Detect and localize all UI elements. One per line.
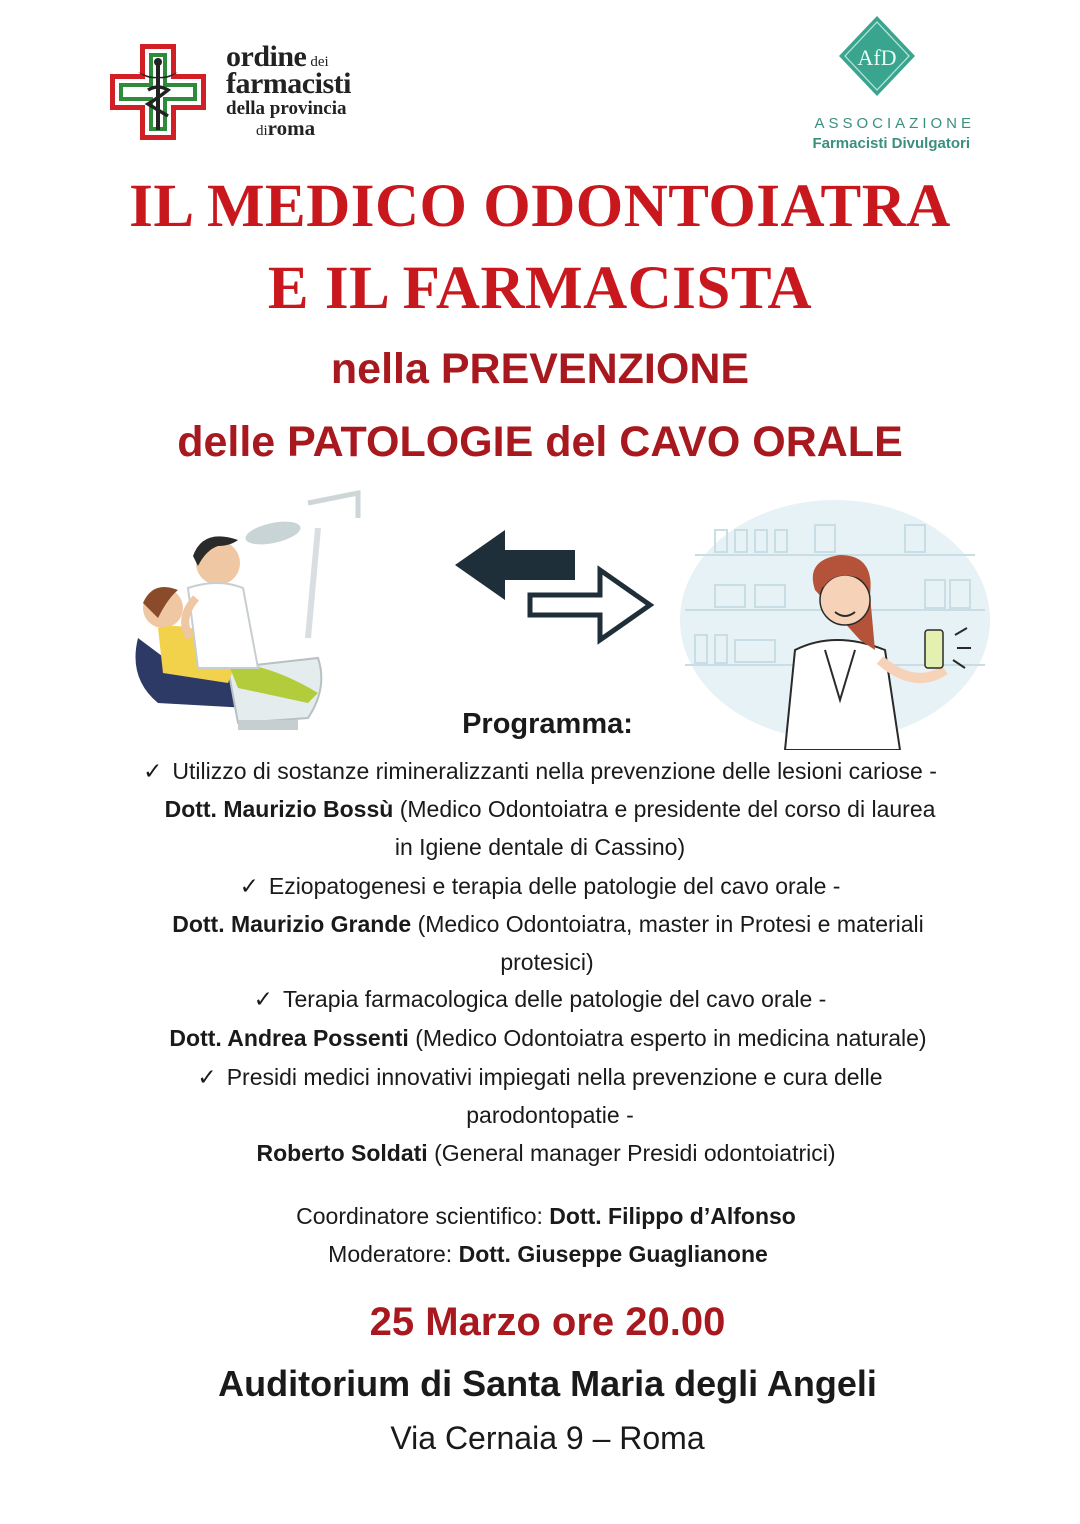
programma-item-2-topic: ✓ Eziopatogenesi e terapia delle patologie del cavo orale -: [239, 873, 841, 899]
event-venue: Auditorium di Santa Maria degli Angeli: [218, 1363, 877, 1404]
programma-item-1-role: in Igiene dentale di Cassino): [394, 834, 686, 860]
coordinator-line: Coordinatore scientifico: Dott. Filippo d’Alfonso: [296, 1203, 796, 1229]
checkmark-icon: ✓: [197, 1064, 217, 1090]
event-address: Via Cernaia 9 – Roma: [390, 1420, 705, 1456]
afd-diamond-icon: [837, 14, 917, 100]
programma-item-4-topic-cont: parodontopatie -: [466, 1102, 634, 1128]
title-line-2: E IL FARMACISTA: [267, 255, 813, 322]
afd-mark-text: AfD: [857, 45, 897, 70]
programma-item-1-speaker: Dott. Maurizio Bossù (Medico Odontoiatra e presidente del corso di laurea: [164, 796, 936, 822]
checkmark-icon: ✓: [253, 986, 273, 1012]
moderator-line: Moderatore: Dott. Giuseppe Guaglianone: [328, 1241, 768, 1267]
checkmark-icon: ✓: [239, 873, 259, 899]
afd-logo: [780, 14, 980, 159]
afd-association-label: ASSOCIAZIONE: [814, 115, 975, 132]
programma-item-2-role: protesici): [500, 949, 594, 975]
ordine-logo-text: [226, 42, 351, 139]
title-line-1: IL MEDICO ODONTOIATRA: [129, 173, 951, 240]
event-date: 25 Marzo ore 20.00: [369, 1300, 726, 1344]
programma-item-4-topic: ✓ Presidi medici innovativi impiegati nella prevenzione e cura delle: [197, 1064, 883, 1090]
programma-item-2-speaker: Dott. Maurizio Grande (Medico Odontoiatra, master in Protesi e materiali: [172, 911, 924, 937]
afd-name-label: Farmacisti Divulgatori: [812, 135, 970, 152]
exchange-arrows-icon: [450, 525, 655, 645]
dentist-illustration: [118, 488, 368, 738]
programma-item-1-topic: ✓ Utilizzo di sostanze rimineralizzanti nella prevenzione delle lesioni cariose -: [143, 758, 937, 784]
programma-heading: Programma:: [462, 708, 633, 740]
ordine-farmacisti-logo: [108, 42, 378, 142]
checkmark-icon: ✓: [143, 758, 163, 784]
logo-di: di: [256, 123, 268, 139]
logo-ordine: ordine: [226, 40, 307, 73]
programma-item-3-speaker: Dott. Andrea Possenti (Medico Odontoiatra esperto in medicina naturale): [169, 1025, 927, 1051]
logo-farmacisti: farmacisti: [226, 67, 351, 100]
cross-caduceus-icon: [108, 42, 208, 142]
programma-item-3-topic: ✓ Terapia farmacologica delle patologie del cavo orale -: [253, 986, 827, 1012]
logo-roma: roma: [267, 116, 316, 140]
subtitle-line-2: delle PATOLOGIE del CAVO ORALE: [177, 418, 903, 466]
programma-item-4-speaker: Roberto Soldati (General manager Presidi odontoiatrici): [256, 1140, 836, 1166]
logo-provincia: della provincia: [226, 98, 347, 119]
logo-dei: dei: [310, 54, 329, 70]
subtitle-line-1: nella PREVENZIONE: [330, 345, 750, 393]
